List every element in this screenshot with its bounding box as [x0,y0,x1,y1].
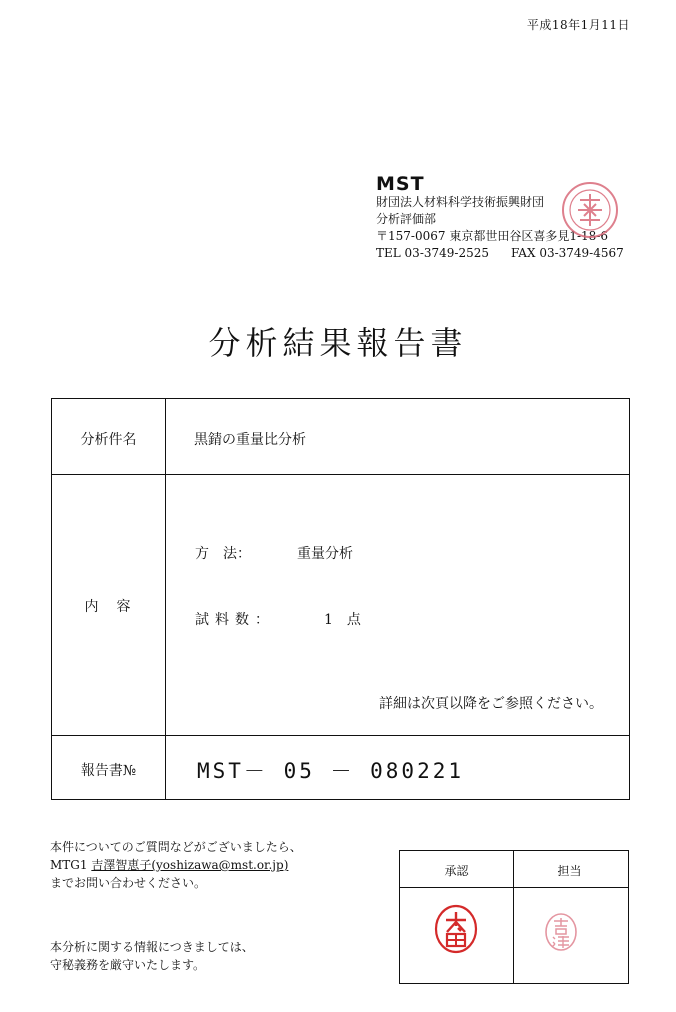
issuer-fax: FAX 03-3749-4567 [511,246,624,260]
approval-row-divider [400,887,628,888]
samples-value: 1 点 [324,612,361,628]
in-charge-label: 担当 [557,864,582,878]
issuer-org-name: 財団法人材料科学技術振興財団 [376,195,545,209]
in-charge-seal-stamp [544,912,578,952]
contact-line-1: 本件についてのご質問などがございましたら、 [50,840,302,854]
contact-line-3: までお問い合わせください。 [50,876,207,890]
contact-line-2 [50,856,302,874]
table-divider [52,735,629,736]
confidential-line-2: 守秘義務を厳守いたします。 [50,958,206,972]
approved-label: 承認 [444,864,469,878]
report-number-value: MST－ 05 － 080221 [197,759,465,783]
table-column-divider [165,399,166,799]
method-value: 重量分析 [297,546,353,562]
document-title: 分析結果報告書 [208,324,468,362]
contact-person-email[interactable]: 吉澤智恵子(yoshizawa@mst.or.jp) [91,858,289,872]
analysis-report-table [51,398,630,800]
content-label: 内 容 [84,599,133,615]
mst-logo: MST [376,173,425,195]
contact-info [50,838,302,892]
document-date: 平成18年1月11日 [526,18,630,32]
confidentiality-note [50,938,254,974]
issuer-department: 分析評価部 [376,212,437,226]
report-number-label: 報告書№ [80,763,137,779]
approval-seal-stamp [434,904,478,954]
contact-prefix: MTG1 [50,858,88,872]
samples-label: 試料数： [195,612,275,628]
table-divider [52,474,629,475]
issuer-phone-row [376,245,624,262]
issuer-tel: TEL 03-3749-2525 [376,246,490,260]
analysis-name-value: 黒錆の重量比分析 [194,432,306,448]
issuer-address: 〒157-0067 東京都世田谷区喜多見1-18-6 [376,229,608,243]
confidential-line-1: 本分析に関する情報につきましては、 [50,940,254,954]
details-note: 詳細は次頁以降をご参照ください。 [379,696,603,712]
method-label: 方 法： [195,546,251,562]
analysis-name-label: 分析件名 [80,432,137,448]
issuer-seal-stamp [560,180,620,240]
